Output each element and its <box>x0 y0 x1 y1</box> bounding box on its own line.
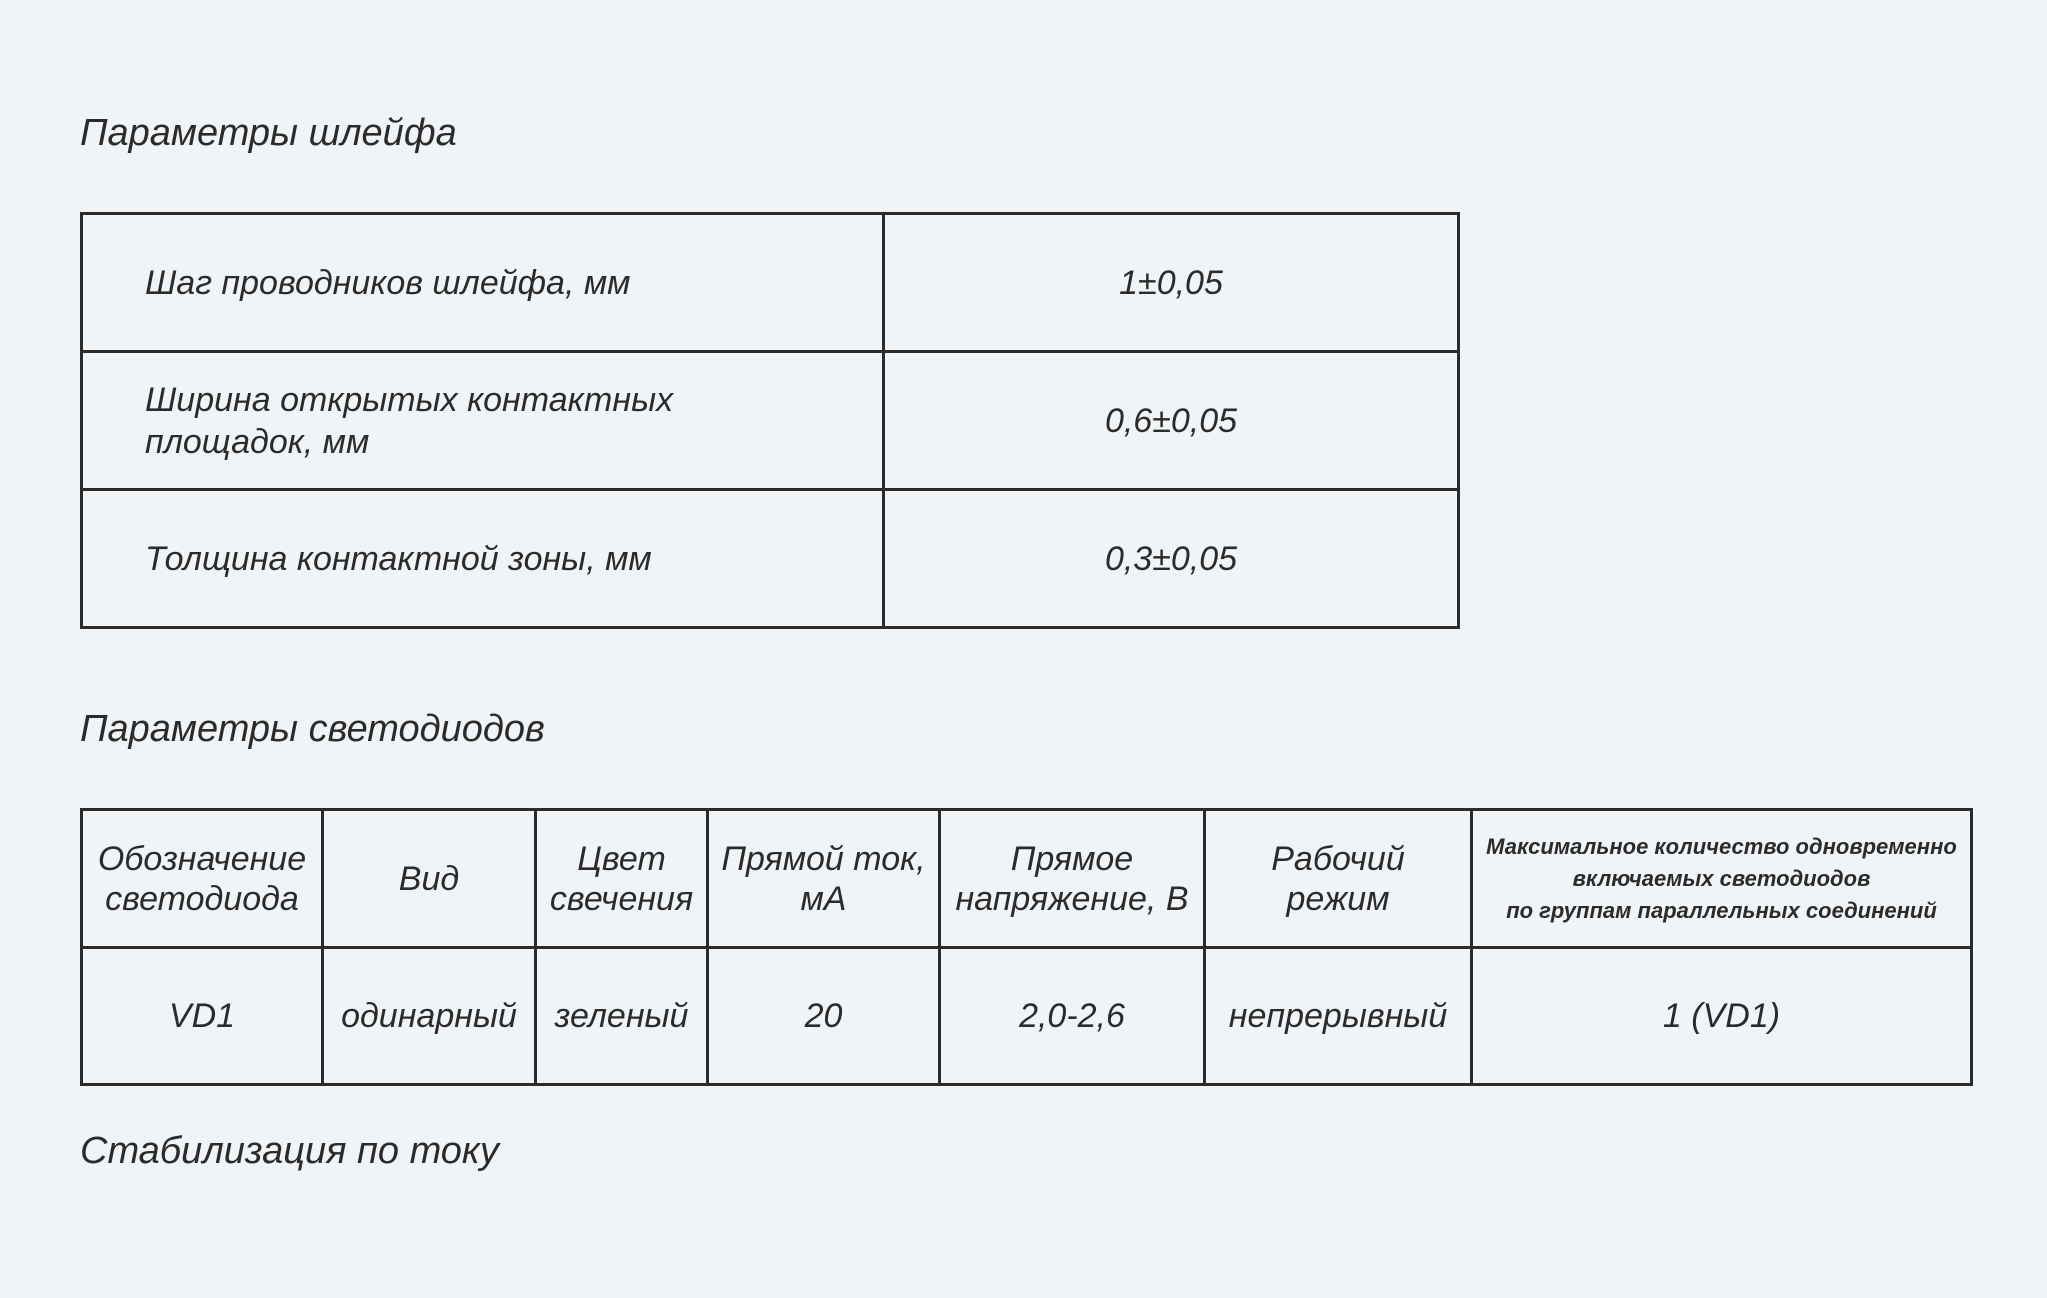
header-text: режим <box>1286 879 1390 918</box>
loop-param-cell <box>82 214 884 352</box>
cell-designation: VD1 <box>82 948 323 1085</box>
header-text: Максимальное количество одновременно <box>1486 833 1957 859</box>
header-text: светодиода <box>105 879 299 918</box>
led-parameters-table <box>80 808 1973 1086</box>
loop-value-cell <box>884 352 1459 490</box>
loop-param-value: 1±0,05 <box>1119 263 1223 302</box>
cell-current: 20 <box>708 948 940 1085</box>
led-parameters-title: Параметры светодиодов <box>80 708 545 750</box>
table-row <box>82 490 1459 628</box>
loop-param-value: 0,3±0,05 <box>1104 539 1238 578</box>
header-text: Рабочий <box>1271 839 1405 878</box>
header-color <box>536 810 708 948</box>
loop-parameters-table <box>80 212 1460 629</box>
header-current <box>708 810 940 948</box>
cell-mode: непрерывный <box>1205 948 1472 1085</box>
header-type <box>323 810 536 948</box>
loop-param-label-line2: площадок, мм <box>145 422 370 461</box>
header-text: Вид <box>398 859 460 898</box>
loop-param-label: Шаг проводников шлейфа, мм <box>145 263 631 302</box>
header-text: Прямой ток, <box>721 839 926 878</box>
cell-voltage: 2,0-2,6 <box>940 948 1205 1085</box>
table-row <box>82 214 1459 352</box>
header-text: Обозначение <box>97 839 307 878</box>
cell-type: одинарный <box>323 948 536 1085</box>
header-voltage <box>940 810 1205 948</box>
header-text: Цвет <box>577 839 666 878</box>
header-max-count <box>1472 810 1972 948</box>
current-stabilization-title: Стабилизация по току <box>80 1130 499 1172</box>
table-row <box>82 948 1972 1085</box>
header-text: напряжение, В <box>955 879 1189 918</box>
loop-param-cell <box>82 352 884 490</box>
loop-param-label: Толщина контактной зоны, мм <box>145 539 652 578</box>
table-row <box>82 352 1459 490</box>
header-designation <box>82 810 323 948</box>
header-text: по группам параллельных соединений <box>1506 897 1937 923</box>
header-text: включаемых светодиодов <box>1572 865 1871 891</box>
header-mode <box>1205 810 1472 948</box>
cell-max-count: 1 (VD1) <box>1472 948 1972 1085</box>
header-text: свечения <box>549 879 694 918</box>
loop-param-cell <box>82 490 884 628</box>
loop-param-value: 0,6±0,05 <box>1104 401 1238 440</box>
header-text: Прямое <box>1010 839 1134 878</box>
table-header-row <box>82 810 1972 948</box>
cell-color: зеленый <box>536 948 708 1085</box>
header-text: мА <box>800 879 847 918</box>
loop-param-label-line1: Ширина открытых контактных <box>145 380 674 419</box>
loop-value-cell <box>884 490 1459 628</box>
loop-parameters-title: Параметры шлейфа <box>80 112 457 154</box>
loop-value-cell <box>884 214 1459 352</box>
